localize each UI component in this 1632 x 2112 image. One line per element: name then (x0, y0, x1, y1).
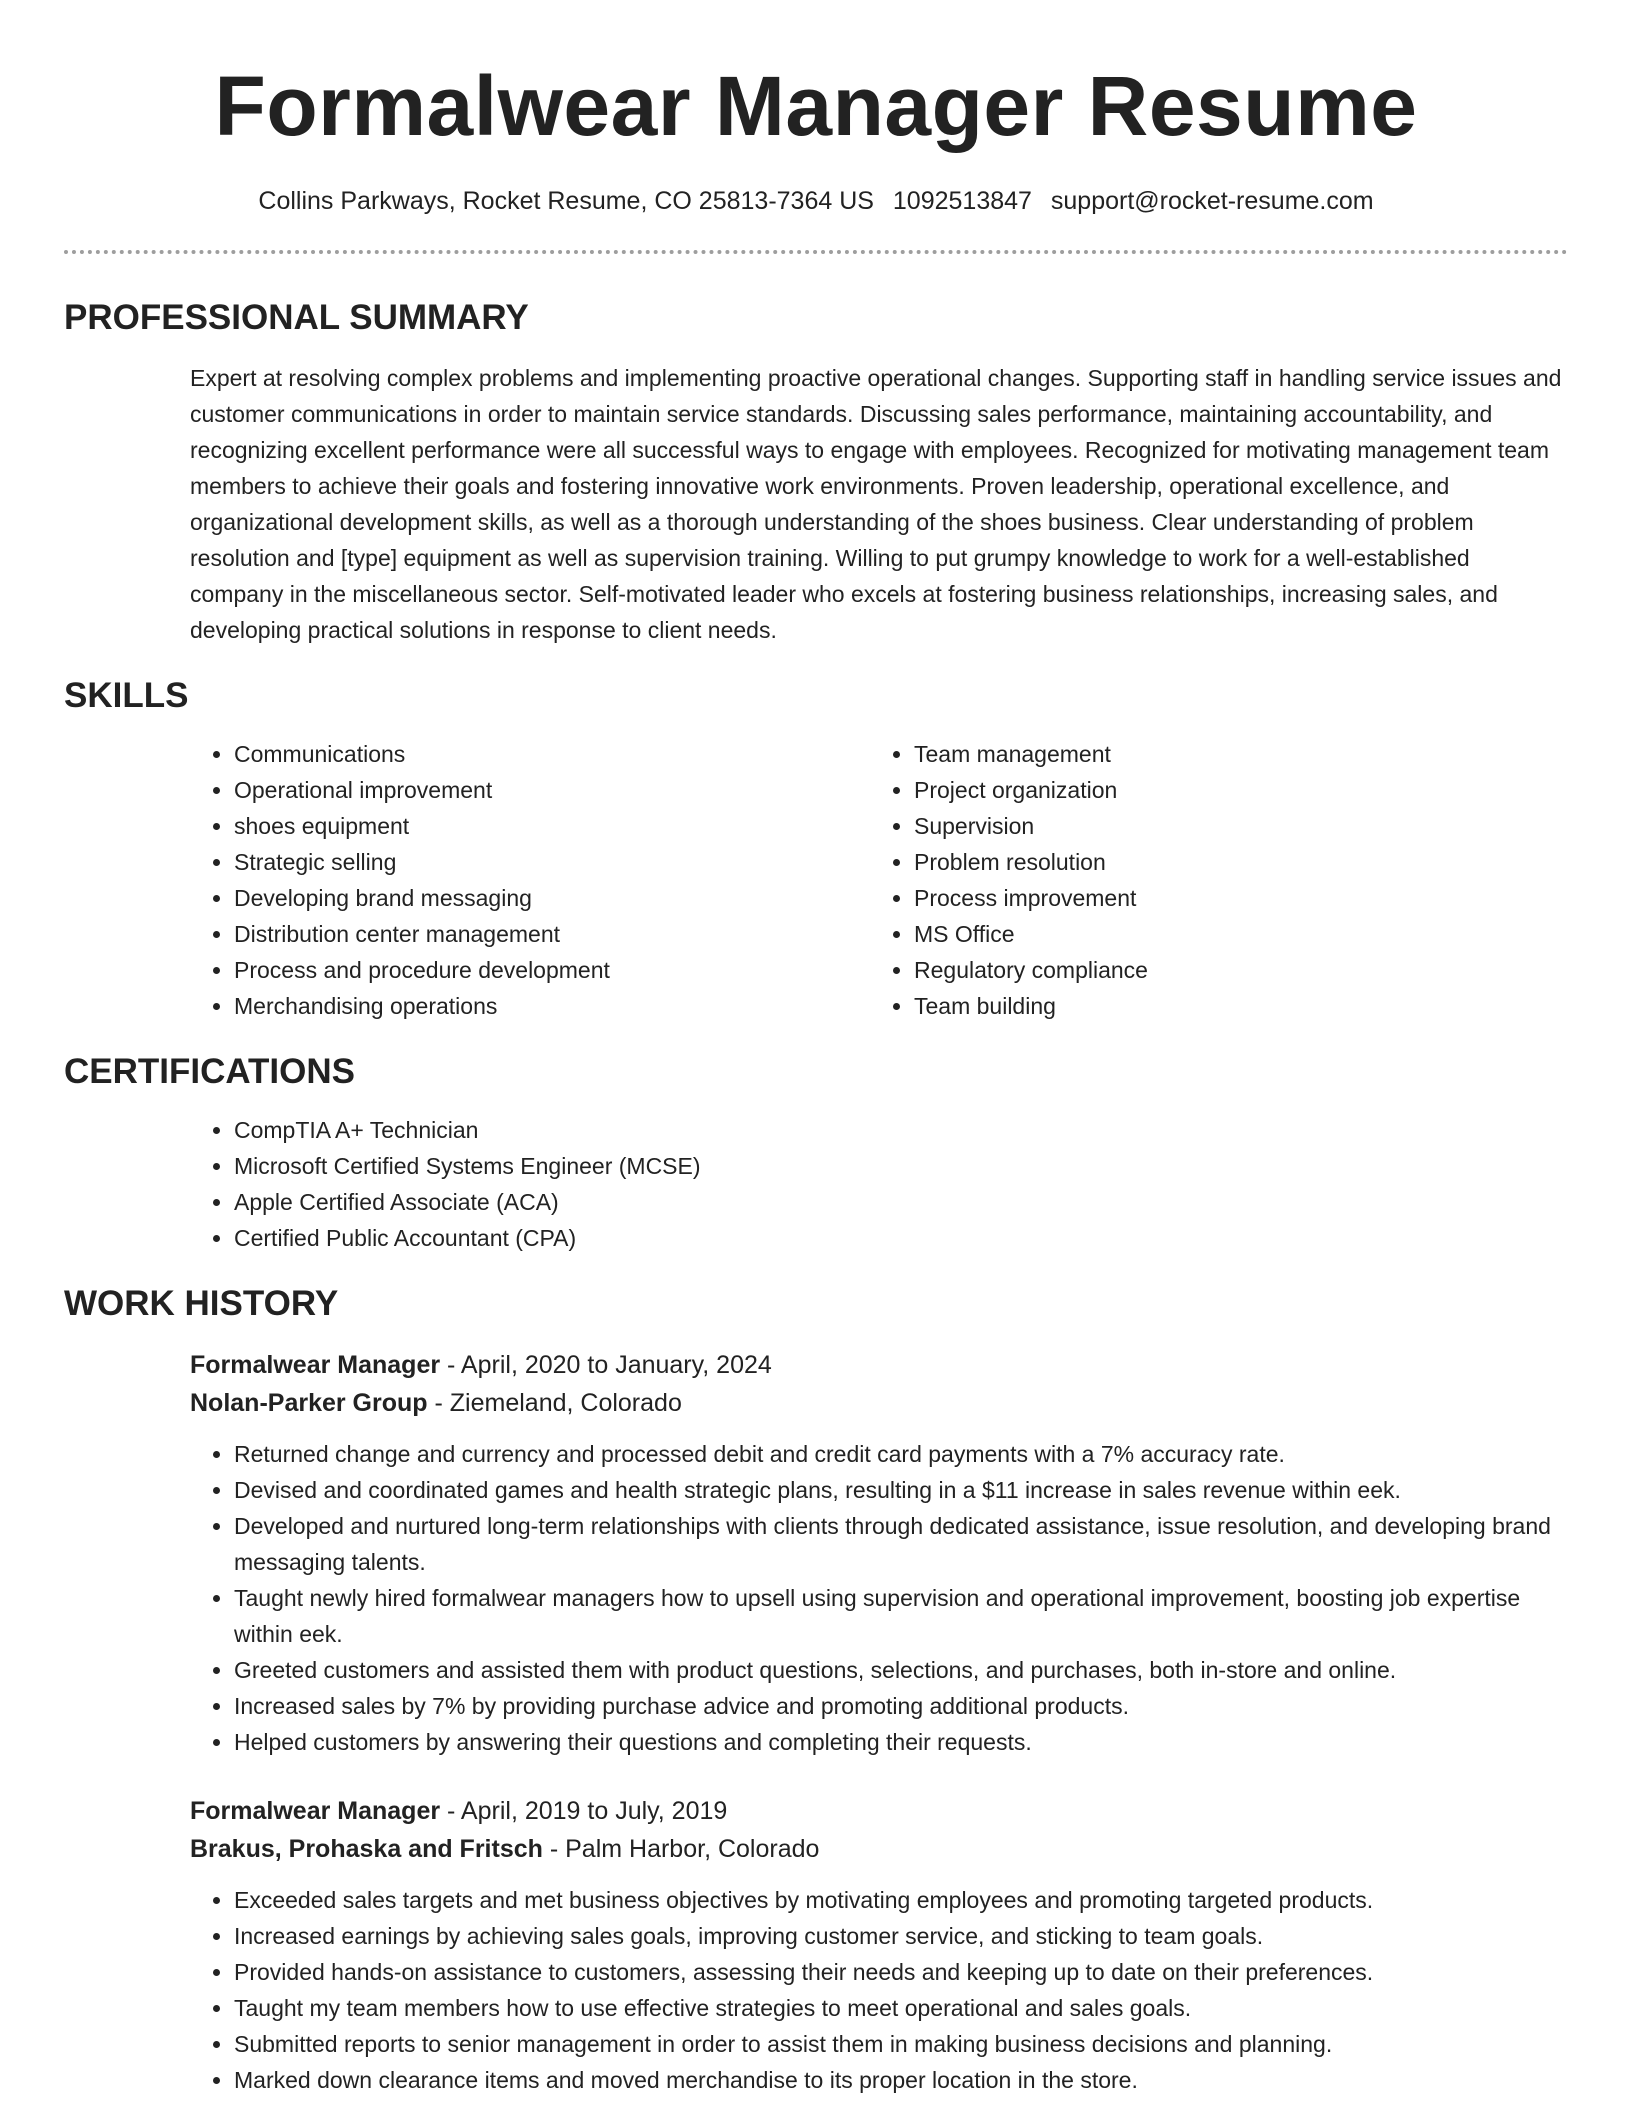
skills-grid (190, 736, 1568, 1024)
list-item: • Taught newly hired formalwear managers how to upsell using supervision and operational improvement, boosting job expertise within eek. (234, 1580, 1568, 1652)
job-duties-list (190, 1436, 1568, 1760)
job-title-line (190, 1346, 1568, 1384)
job-entry (190, 1346, 1568, 1760)
certifications-list (190, 1112, 1568, 1256)
job-location: - Palm Harbor, Colorado (542, 1835, 820, 1863)
skill-item: • Operational improvement (234, 772, 870, 808)
list-item: • Increased sales by 7% by providing purchase advice and promoting additional products. (234, 1688, 1568, 1724)
list-item: • Taught my team members how to use effective strategies to meet operational and sales goals. (234, 1990, 1568, 2026)
skill-item: • Distribution center management (234, 916, 870, 952)
certification-item: • Apple Certified Associate (ACA) (234, 1184, 1568, 1220)
list-item: • Greeted customers and assisted them with product questions, selections, and purchases, both in-store and online. (234, 1652, 1568, 1688)
summary-text: Expert at resolving complex problems and implementing proactive operational changes. Supporting staff in handling service issues and customer communications in order to maintain service standards. Discussing sales performance, maintaining accountability, and recognizing excellent performance were all successful ways to engage with employees. Recognized for motivating management team members to achieve their goals and fostering innovative work environments. Proven leadership, operational excellence, and organizational development skills, as well as a thorough understanding of the shoes business. Clear understanding of problem resolution and [type] equipment as well as supervision training. Willing to put grumpy knowledge to work for a well-established company in the miscellaneous sector. Self-motivated leader who excels at fostering business relationships, increasing sales, and developing practical solutions in response to client needs. (190, 365, 1562, 643)
skills-heading: SKILLS (64, 676, 189, 715)
skill-item: • Project organization (914, 772, 1550, 808)
list-item: • Provided hands-on assistance to customers, assessing their needs and keeping up to date on their preferences. (234, 1954, 1568, 1990)
contact-address: Collins Parkways, Rocket Resume, CO 25813-7364 US (258, 187, 874, 215)
skill-item: • Team building (914, 988, 1550, 1024)
skill-item: • Process and procedure development (234, 952, 870, 988)
skill-item: • Regulatory compliance (914, 952, 1550, 988)
skill-item: • Developing brand messaging (234, 880, 870, 916)
job-title: Formalwear Manager (190, 1797, 441, 1825)
skill-item: • Supervision (914, 808, 1550, 844)
certification-item: • Microsoft Certified Systems Engineer (MCSE) (234, 1148, 1568, 1184)
work-history-heading: WORK HISTORY (64, 1284, 339, 1323)
skill-item: • Problem resolution (914, 844, 1550, 880)
contact-line (64, 184, 1568, 218)
job-dates: - April, 2019 to July, 2019 (440, 1797, 728, 1825)
certifications-heading: CERTIFICATIONS (64, 1052, 356, 1091)
list-item: • Developed and nurtured long-term relationships with clients through dedicated assistance, issue resolution, and developing brand messaging talents. (234, 1508, 1568, 1580)
contact-phone: 1092513847 (892, 187, 1032, 215)
list-item: • Helped customers by answering their questions and completing their requests. (234, 1724, 1568, 1760)
skill-item: • Communications (234, 736, 870, 772)
list-item: • Returned change and currency and processed debit and credit card payments with a 7% accuracy rate. (234, 1436, 1568, 1472)
header-divider (64, 250, 1568, 254)
skill-item: • shoes equipment (234, 808, 870, 844)
skills-list-right (870, 736, 1550, 1024)
certification-item: • CompTIA A+ Technician (234, 1112, 1568, 1148)
list-item: • Exceeded sales targets and met business objectives by motivating employees and promoting targeted products. (234, 1882, 1568, 1918)
job-company-line (190, 1384, 1568, 1422)
job-company: Brakus, Prohaska and Fritsch (190, 1835, 543, 1863)
list-item: • Marked down clearance items and moved merchandise to its proper location in the store. (234, 2062, 1568, 2098)
skill-item: • Merchandising operations (234, 988, 870, 1024)
job-company: Nolan-Parker Group (190, 1389, 428, 1417)
skills-list-left (190, 736, 870, 1024)
skills-column-left (190, 736, 870, 1024)
certification-item: • Certified Public Accountant (CPA) (234, 1220, 1568, 1256)
list-item: • Increased earnings by achieving sales goals, improving customer service, and sticking to team goals. (234, 1918, 1568, 1954)
skill-item: • Team management (914, 736, 1550, 772)
certifications-block (190, 1112, 1568, 1256)
skills-column-right (870, 736, 1550, 1024)
resume-title: Formalwear Manager Resume (214, 59, 1418, 153)
summary-heading: PROFESSIONAL SUMMARY (64, 298, 529, 337)
job-company-line (190, 1830, 1568, 1868)
job-dates: - April, 2020 to January, 2024 (440, 1351, 772, 1379)
list-item: • Devised and coordinated games and health strategic plans, resulting in a $11 increase in sales revenue within eek. (234, 1472, 1568, 1508)
job-location: - Ziemeland, Colorado (427, 1389, 682, 1417)
job-duties-list (190, 1882, 1568, 2098)
skill-item: • Process improvement (914, 880, 1550, 916)
resume-page (64, 0, 1568, 2098)
list-item: • Submitted reports to senior management in order to assist them in making business decisions and planning. (234, 2026, 1568, 2062)
skill-item: • MS Office (914, 916, 1550, 952)
job-entry (190, 1792, 1568, 2098)
job-title: Formalwear Manager (190, 1351, 441, 1379)
job-title-line (190, 1792, 1568, 1830)
contact-email: support@rocket-resume.com (1050, 187, 1374, 215)
skill-item: • Strategic selling (234, 844, 870, 880)
